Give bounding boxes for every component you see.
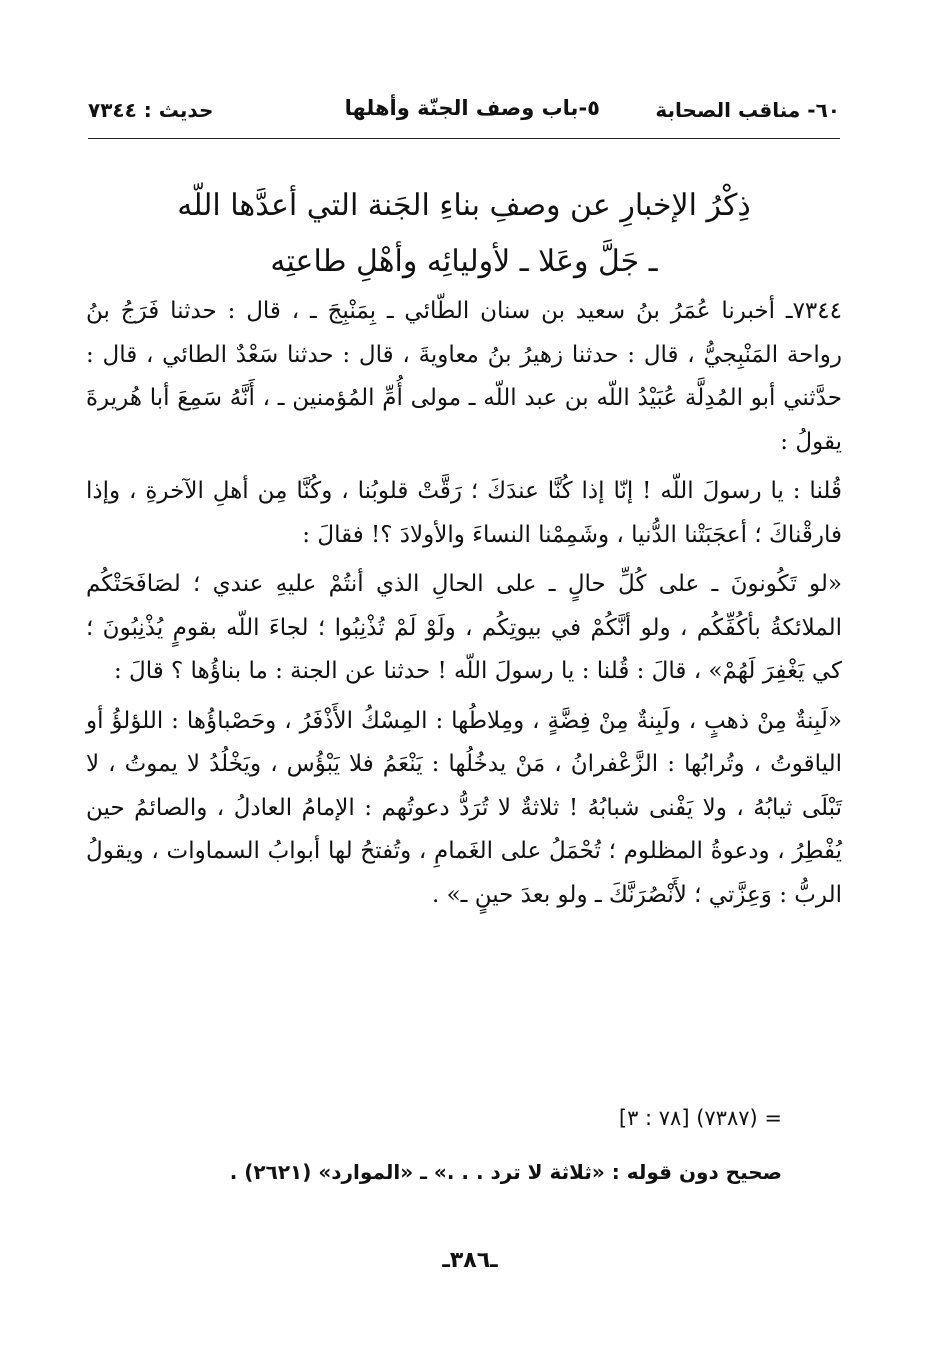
answer-paragraph: «لو تَكُونونَ ـ على كُلِّ حالٍ ـ على الحالِ الذي أنتُمْ عليهِ عندي ؛ لصَافَحَتْكُم الملائكةُ بأكُفِّكُم ، ولو أنَّكُمْ في بيوتِكُم ، ولَوْ لَمْ تُذْنِبُوا ؛ لجاءَ اللّه بقومٍ يُذْنِبُونَ ؛ كي يَغْفِرَ لَهُمْ» ، قالَ : قُلنا : يا رسولَ اللّه ! حدثنا عن الجنة : ما بناؤُها ؟ قالَ : (86, 571, 842, 684)
question-paragraph: قُلنا : يا رسولَ اللّه ! إنّا إذا كُنَّا عندَكَ ؛ رَقَّتْ قلوبُنا ، وكُنَّا مِن أهلِ الآخرةِ ، وإذا فارقْناكَ ؛ أعجَبَتْنا الدُّنيا ، وشَمِمْنا النساءَ والأولادَ ؟! فقالَ : (86, 478, 842, 548)
chapter-heading (88, 178, 840, 290)
chapter-heading-line-1: ذِكْرُ الإخبارِ عن وصفِ بناءِ الجَنة التي أعدَّها اللّه (177, 188, 751, 223)
page-number: ـ٣٨٦ـ (442, 1248, 498, 1273)
header-chapter-title: ٥-باب وصف الجنّة وأهلها (344, 96, 600, 120)
header-book-section: ٦٠- مناقب الصحابة (655, 98, 840, 122)
cross-reference: = (٧٣٨٧) [٧٨ : ٣] (618, 1106, 782, 1130)
header-divider (88, 138, 840, 139)
authenticity-grading: صحيح دون قوله : «ثلاثة لا ترد . . .» ـ «الموارد» (٢٦٢١) . (229, 1160, 782, 1184)
running-header (88, 96, 840, 130)
isnad-paragraph: ٧٣٤٤ـ أخبرنا عُمَرُ بنُ سعيد بن سنان الطّائي ـ بِمَنْبِجَ ـ ، قال : حدثنا فَرَجُ بنُ رواحة المَنْبِجيُّ ، قال : حدثنا زهيرُ بنُ معاويةَ ، قال : حدثنا سَعْدٌ الطائي ، قال : حدَّثني أبو المُدِلَّة عُبَيْدُ اللّه بن عبد اللّه ـ مولى أُمِّ المُؤمنين ـ ، أَنَّهُ سَمِعَ أبا هُريرةَ يقولُ : (86, 298, 842, 455)
chapter-heading-line-2: ـ جَلَّ وعَلا ـ لأوليائِه وأهْلِ طاعتِه (270, 244, 658, 279)
hadith-body (86, 290, 842, 917)
header-hadith-number: حديث : ٧٣٤٤ (88, 98, 214, 122)
description-paragraph: «لَبِنةٌ مِنْ ذهبٍ ، ولَبِنةٌ مِنْ فِضَّةٍ ، ومِلاطُها : المِسْكُ الأَذْفَرُ ، وحَصْباؤُها : اللؤلؤُ أو الياقوتُ ، وتُرابُها : الزَّعْفرانُ ، مَنْ يدخُلُها : يَنْعَمُ فلا يَبْؤُس ، ويَخْلُدُ لا يموتُ ، لا تَبْلَى ثيابُهُ ، ولا يَفْنى شبابُهُ ! ثلاثةٌ لا تُرَدُّ دعوتُهم : الإمامُ العادلُ ، والصائمُ حين يُفْطِرُ ، ودعوةُ المظلوم ؛ تُحْمَلُ على الغَمامِ ، وتُفتحُ لها أبوابُ السماوات ، ويقولُ الربُّ : وَعِزَّتي ؛ لأَنْصُرَنَّكَ ـ ولو بعدَ حينٍ ـ» . (86, 707, 842, 908)
